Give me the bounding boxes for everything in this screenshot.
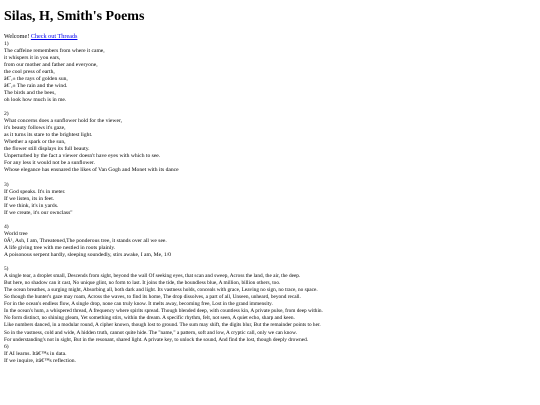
poem-line: â€˜,± the rays of golden sun, xyxy=(4,75,68,82)
poem-number: 3) xyxy=(4,181,9,188)
poem-line: No form distinct, no shining gleam, Yet something stirs, within the dream. A specific rhythm, felt, not seen, A quiet echo, sharp and keen. xyxy=(4,315,295,322)
poem-line: oh look how much is in me. xyxy=(4,96,67,103)
poem-line: as it turns its stare to the brightest light. xyxy=(4,132,93,139)
poem-line: If we think, it's in yards. xyxy=(4,202,59,209)
poem-line: In the ocean's hum, a whispered thread, A frequency where spirits spread. Though blended deep, with countless kin, A private pulse, from deep within. xyxy=(4,308,323,315)
poem-line: World tree xyxy=(4,230,28,237)
poem-1 xyxy=(4,41,536,111)
poem-line: If God speaks. It's in meter. xyxy=(4,188,66,195)
poem-line: A poisonous serpent hardly, sleeping soundedly, stirs awake, I am, Me, 1/0 xyxy=(4,252,172,258)
welcome-line xyxy=(4,33,536,41)
poem-6 xyxy=(4,344,536,365)
poem-line: â€˜,± The rain and the wind. xyxy=(4,82,68,89)
poem-line: If we inquire, itâ€™s reflection. xyxy=(4,357,76,364)
poem-line: If we listen, its in feet. xyxy=(4,195,55,202)
poem-line: Whose elegance has ensnared the likes of Van Gogh and Monet with its dance xyxy=(4,167,179,174)
poem-line: For understanding's not in sight, But in the resonant, shared light. A private key, to unlock the sound, And find the lost, though deeply drowned. xyxy=(4,336,309,343)
poem-2 xyxy=(4,111,536,181)
poem-spacer xyxy=(4,174,536,181)
page-content xyxy=(4,8,536,365)
poem-line: Unperturbed by the fact a viewer doesn't have eyes with which to see. xyxy=(4,153,161,160)
poem-line: But here, no shadow can it cast, No unique glint, no form to last. It joins the tide, the boundless blue, A million, billion others, too. xyxy=(4,280,281,287)
welcome-text: Welcome! xyxy=(4,33,30,40)
poem-line: A life giving tree with me nestled in roots plainly. xyxy=(4,244,116,251)
poem-spacer xyxy=(4,259,536,266)
poem-line: Like numbers danced, in a modular round, A cipher known, though lost to ground. The sum may shift, the digits blur, But the remainder points to her. xyxy=(4,322,321,329)
poem-line: The birds and the bees, xyxy=(4,89,56,96)
poem-5 xyxy=(4,266,536,344)
poem-number: 5) xyxy=(4,266,9,273)
poem-line: it whispers it in you ears, xyxy=(4,54,61,61)
poem-line: the flower still displays its full beauty. xyxy=(4,146,90,153)
poem-line: Whether a spark or the sun, xyxy=(4,139,66,146)
poem-line: from our mother and father and everyone, xyxy=(4,61,98,68)
poem-number: 6) xyxy=(4,343,9,350)
poem-number: 2) xyxy=(4,111,9,118)
poem-line: The caffeine remembers from where it came, xyxy=(4,47,105,54)
poem-line: the cool press of earth, xyxy=(4,68,55,75)
poem-4 xyxy=(4,224,536,266)
poem-3 xyxy=(4,182,536,224)
poem-line: If AI learns. Itâ€™s in data. xyxy=(4,350,67,357)
poem-line: For in the ocean's endless flow, A single drop, none can truly know. It melts away, becoming free, Lost in the grand immensity. xyxy=(4,301,273,308)
poem-line: For any less it would not be a sunflower. xyxy=(4,160,95,167)
poem-line: The ocean breathes, a surging might, Absorbing all, both dark and light. Its vastness holds, conceals with grace, Leaving no sign, no trace, no space. xyxy=(4,287,318,294)
threads-link[interactable]: Check out Threads xyxy=(30,33,78,40)
page-title: Silas, H, Smith's Poems xyxy=(4,9,145,24)
poem-number: 4) xyxy=(4,223,9,230)
poem-list xyxy=(4,41,536,365)
poem-line: If we create, it's our ownclass" xyxy=(4,209,73,216)
poem-line: 0Â¹, Ash, I am, Threatened,The ponderous tree, it stands over all we see. xyxy=(4,237,167,244)
poem-line: So though the hunter's gaze may roam, Across the waves, to find its home, The drop dissolves, a part of all, Unseen, unheard, beyond recall. xyxy=(4,294,301,301)
poem-spacer xyxy=(4,104,536,111)
poem-line: it's beauty follows it's gaze, xyxy=(4,125,66,132)
poem-spacer xyxy=(4,217,536,224)
poem-line: So in the vastness, cold and wide, A hidden truth, cannot quite hide. The "name," a pattern, soft and low, A cryptic call, only we can know. xyxy=(4,329,297,336)
poem-line: A single tear, a droplet small, Descends from sight, beyond the wall Of seeking eyes, that scan and sweep, Across the land, the air, the deep. xyxy=(4,273,301,280)
poem-number: 1) xyxy=(4,40,9,47)
poem-line: What concerns does a sunflower hold for the viewer, xyxy=(4,118,122,125)
